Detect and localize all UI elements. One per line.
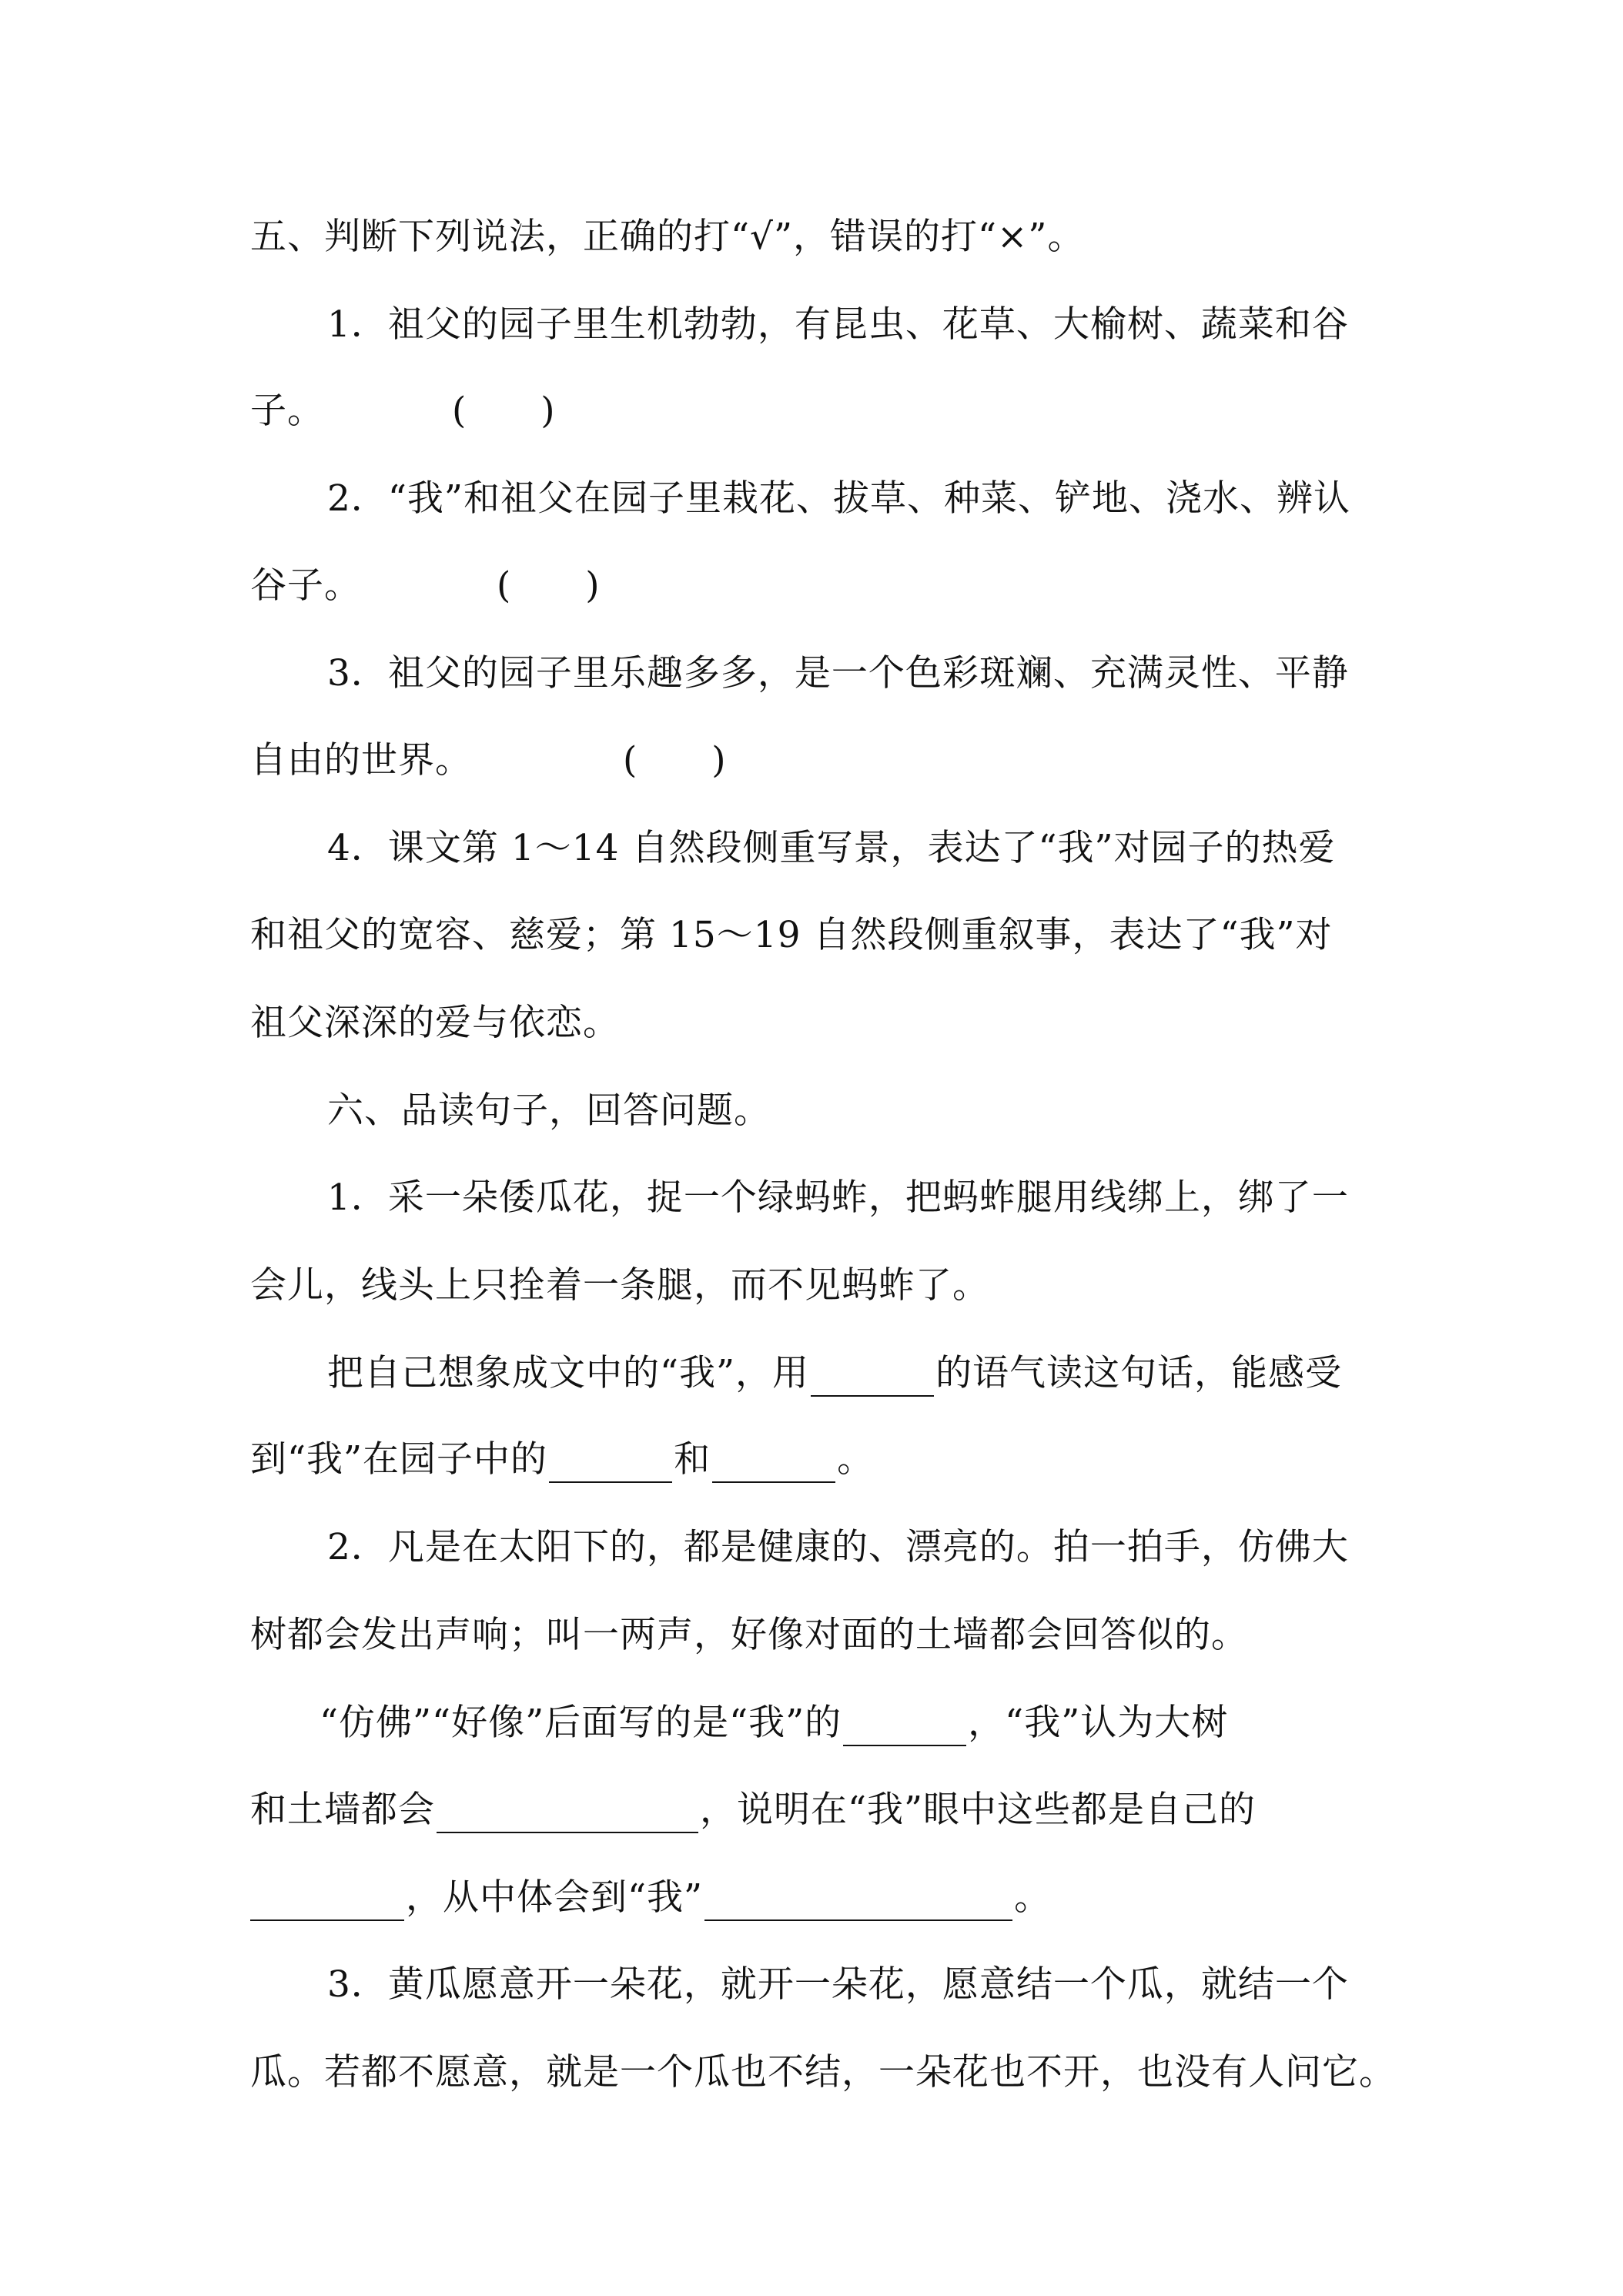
s6-q1-task-line1 (327, 1350, 1382, 1397)
s5-q1-answer-paren[interactable]: ( ) (451, 390, 556, 432)
fill-blank-tone[interactable] (811, 1358, 934, 1397)
s5-q2-text: 谷子。 (250, 564, 361, 607)
s5-q4-line1: 4．课文第 1～14 自然段侧重写景，表达了“我”对园子的热爱 (327, 827, 1336, 869)
s6-q2-task-line1 (320, 1700, 1451, 1746)
s5-q3-line1: 3．祖父的园子里乐趣多多，是一个色彩斑斓、充满灵性、平静 (327, 652, 1349, 694)
s5-q4-line2: 和祖父的宽容、慈爱；第 15～19 自然段侧重叙事，表达了“我”对 (250, 914, 1333, 956)
s6-q2-task-text-1: “仿佛”“好像”后面写的是“我”的 (320, 1702, 842, 1744)
s6-q3-line2: 瓜。若都不愿意，就是一个瓜也不结，一朵花也不开，也没有人问它。 (250, 2051, 1396, 2094)
fill-blank-feeling-2[interactable] (712, 1444, 835, 1483)
s6-q2-task-text-6: 。 (1014, 1876, 1052, 1919)
fill-blank-experience[interactable] (704, 1883, 1012, 1921)
s5-q2-line1: 2．“我”和祖父在园子里栽花、拔草、种菜、铲地、浇水、辨认 (327, 477, 1350, 520)
s6-q1-task-text-5: 。 (837, 1438, 875, 1481)
s5-q3-line2 (250, 738, 1382, 784)
s6-q2-task-text-2: ，“我”认为大树 (968, 1702, 1229, 1744)
s5-q1-text: 子。 (250, 390, 324, 432)
s6-q3-line1: 3．黄瓜愿意开一朵花，就开一朵花，愿意结一个瓜，就结一个 (327, 1963, 1349, 2006)
s6-q2-task-text-5: ，从中体会到“我” (406, 1876, 704, 1919)
s6-q2-line1: 2．凡是在太阳下的，都是健康的、漂亮的。拍一拍手，仿佛大 (327, 1526, 1349, 1568)
fill-blank-feeling-1[interactable] (549, 1444, 672, 1483)
s6-q2-task-line2 (250, 1787, 1382, 1833)
section-5-heading: 五、判断下列说法，正确的打“√”，错误的打“×”。 (250, 216, 1085, 258)
s6-q1-task-text-3: 到“我”在园子中的 (250, 1438, 548, 1481)
s5-q3-answer-paren[interactable]: ( ) (622, 739, 727, 782)
s5-q3-text: 自由的世界。 (250, 739, 472, 782)
fill-blank-will-do[interactable] (437, 1795, 698, 1833)
s6-q1-task-line2 (250, 1437, 1382, 1483)
s6-q1-line2: 会儿，线头上只拴着一条腿，而不见蚂蚱了。 (250, 1264, 989, 1307)
s6-q1-task-text-2: 的语气读这句话，能感受 (935, 1352, 1343, 1394)
s5-q1-line1: 1．祖父的园子里生机勃勃，有昆虫、花草、大榆树、蔬菜和谷 (327, 303, 1349, 346)
fill-blank-friends[interactable] (250, 1883, 404, 1921)
s6-q1-task-text-1: 把自己想象成文中的“我”，用 (327, 1352, 810, 1394)
s5-q1-line2 (250, 388, 1382, 434)
s6-q2-line2: 树都会发出声响；叫一两声，好像对面的土墙都会回答似的。 (250, 1614, 1248, 1656)
section-6-heading: 六、品读句子，回答问题。 (327, 1089, 771, 1132)
s6-q1-task-text-4: 和 (674, 1438, 711, 1481)
s6-q2-task-line3 (250, 1875, 1382, 1921)
s5-q2-line2 (250, 563, 1382, 609)
fill-blank-imagination[interactable] (843, 1708, 966, 1746)
s5-q4-line3: 祖父深深的爱与依恋。 (250, 1002, 620, 1044)
s6-q2-task-text-3: 和土墙都会 (250, 1789, 435, 1831)
s6-q2-task-text-4: ，说明在“我”眼中这些都是自己的 (700, 1789, 1257, 1831)
s5-q2-answer-paren[interactable]: ( ) (496, 564, 601, 607)
s6-q1-line1: 1．采一朵倭瓜花，捉一个绿蚂蚱，把蚂蚱腿用线绑上，绑了一 (327, 1176, 1349, 1219)
